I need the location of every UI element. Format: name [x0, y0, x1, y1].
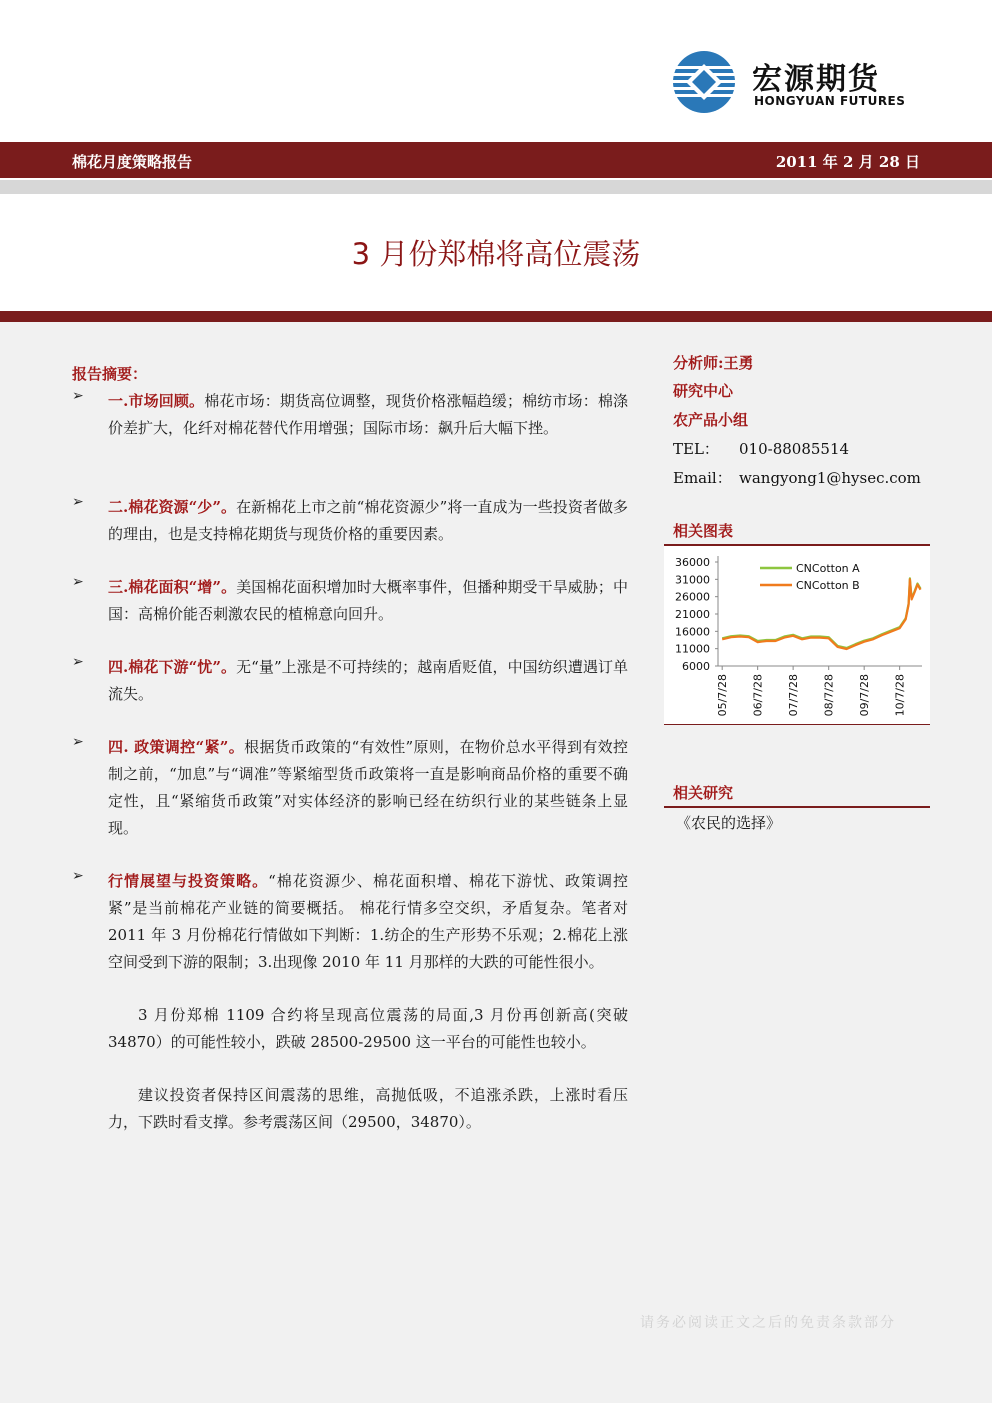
report-type: 棉花月度策略报告: [72, 153, 193, 171]
analyst-email: [673, 467, 921, 488]
summary-bullet: [72, 574, 628, 628]
related-research-header: [664, 782, 930, 808]
bullet-paragraph: [108, 574, 628, 628]
header-area: [0, 0, 992, 318]
y-tick-label: 21000: [675, 608, 710, 621]
arrow-bullet-icon: ➢: [72, 868, 84, 884]
bullet-paragraph: [108, 868, 628, 976]
header-divider: [0, 180, 992, 194]
bullet-head: 四.棉花下游“忧”。: [108, 658, 237, 676]
x-tick-label: 05/7/28: [716, 674, 730, 717]
summary-label: 报告摘要：: [72, 365, 148, 383]
y-tick-label: 6000: [682, 660, 710, 673]
summary-bullet: [72, 734, 628, 842]
research-center: 研究中心: [673, 382, 734, 400]
y-tick-label: 31000: [675, 573, 710, 587]
bullet-head: 行情展望与投资策略。: [108, 872, 269, 890]
outlook-paragraph: 3 月份郑棉 1109 合约将呈现高位震荡的局面,3 月份再创新高(突破 34870）的可能性较小，跌破 28500-29500 这一平台的可能性也较小。: [108, 1006, 628, 1051]
y-tick-label: 16000: [675, 625, 710, 639]
related-research-label: 相关研究: [673, 784, 734, 802]
disclaimer-note: 请务必阅读正文之后的免责条款部分: [640, 1315, 896, 1331]
summary-bullet: [72, 654, 628, 708]
page-title: 3 月份郑棉将高位震荡: [351, 237, 641, 271]
tel-value: 010-88085514: [739, 440, 850, 458]
related-charts-header: [664, 520, 930, 546]
summary-bullet: [72, 388, 628, 442]
y-tick-label: 36000: [675, 556, 710, 569]
bullet-text: 美国棉花面积增加时大概率事件，但播种期受干旱威胁；中国：高棉价能否刺激农民的植棉意向回升。: [108, 578, 628, 623]
arrow-bullet-icon: ➢: [72, 654, 84, 670]
email-label: Email：: [673, 469, 732, 487]
bullet-text: “棉花资源少、棉花面积增、棉花下游忧、政策调控紧”是当前棉花产业链的简要概括。 棉花行情多空交织，矛盾复杂。笔者对 2011 年 3 月份棉花行情做如下判断：1.纺企的生产形势不乐观；2.棉花上涨空间受到下游的限制；3.出现像 2010 年 11 月那样的大跌的可能性很小。: [108, 872, 628, 971]
bullet-text: 棉花市场：期货高位调整，现货价格涨幅趋缓；棉纺市场：棉涤价差扩大，化纤对棉花替代作用增强；国际市场：飙升后大幅下挫。: [108, 392, 628, 437]
bullet-text: 根据货币政策的“有效性”原则，在物价总水平得到有效控制之前，“加息”与“调准”等紧缩型货币政策将一直是影响商品价格的重要不确定性，且“紧缩货币政策”对实体经济的影响已经在纺织行业的某些链条上显现。: [108, 738, 629, 837]
y-tick-label: 11000: [675, 642, 710, 656]
analyst-name: 分析师:王勇: [673, 354, 754, 372]
arrow-bullet-icon: ➢: [72, 574, 84, 590]
related-research-item[interactable]: 《农民的选择》: [676, 814, 782, 832]
bullet-text: 无“量”上涨是不可持续的；越南盾贬值，中国纺织遭遇订单流失。: [108, 658, 629, 703]
arrow-bullet-icon: ➢: [72, 734, 84, 750]
bullet-paragraph: [108, 734, 628, 842]
bullet-paragraph: [108, 494, 628, 548]
price-chart-svg: [664, 546, 930, 724]
x-tick-label: 09/7/28: [858, 674, 872, 717]
bullet-head: 一.市场回顾。: [108, 392, 205, 410]
bullet-paragraph: [108, 388, 628, 442]
x-tick-label: 07/7/28: [787, 674, 801, 717]
x-tick-label: 06/7/28: [751, 674, 765, 717]
arrow-bullet-icon: ➢: [72, 494, 84, 510]
research-group: 农产品小组: [673, 411, 749, 429]
chart-divider: [664, 724, 930, 725]
header-band: [0, 142, 992, 178]
bullet-head: 三.棉花面积“增”。: [108, 578, 237, 596]
x-tick-label: 10/7/28: [893, 674, 907, 717]
bullet-head: 四. 政策调控“紧”。: [108, 738, 245, 756]
bullet-text: 在新棉花上市之前“棉花资源少”将一直成为一些投资者做多的理由，也是支持棉花期货与现货价格的重要因素。: [108, 498, 629, 543]
y-tick-label: 26000: [675, 590, 710, 604]
bullet-head: 二.棉花资源“少”。: [108, 498, 237, 516]
report-date: 2011 年 2 月 28 日: [775, 153, 920, 171]
price-chart: [664, 546, 930, 724]
bullet-paragraph: [108, 654, 628, 708]
title-divider: [0, 311, 992, 322]
summary-bullet: [72, 494, 628, 548]
outlook-paragraph: 建议投资者保持区间震荡的思维，高抛低吸，不追涨杀跌，上涨时看压力，下跌时看支撑。参考震荡区间（29500，34870）。: [108, 1086, 628, 1131]
logo-name-en: HONGYUAN FUTURES: [754, 94, 906, 108]
tel-label: TEL：: [673, 440, 719, 458]
analyst-tel: [673, 438, 849, 459]
related-charts-label: 相关图表: [673, 522, 734, 540]
arrow-bullet-icon: ➢: [72, 388, 84, 404]
summary-bullet: [72, 868, 628, 976]
hongyuan-logo-icon: [672, 50, 736, 114]
x-tick-label: 08/7/28: [822, 674, 836, 717]
logo-name-cn: 宏源期货: [752, 62, 880, 97]
email-value[interactable]: wangyong1@hysec.com: [739, 469, 921, 487]
legend-label: CNCotton B: [796, 579, 860, 592]
legend-label: CNCotton A: [796, 562, 860, 575]
company-logo: [672, 50, 922, 114]
